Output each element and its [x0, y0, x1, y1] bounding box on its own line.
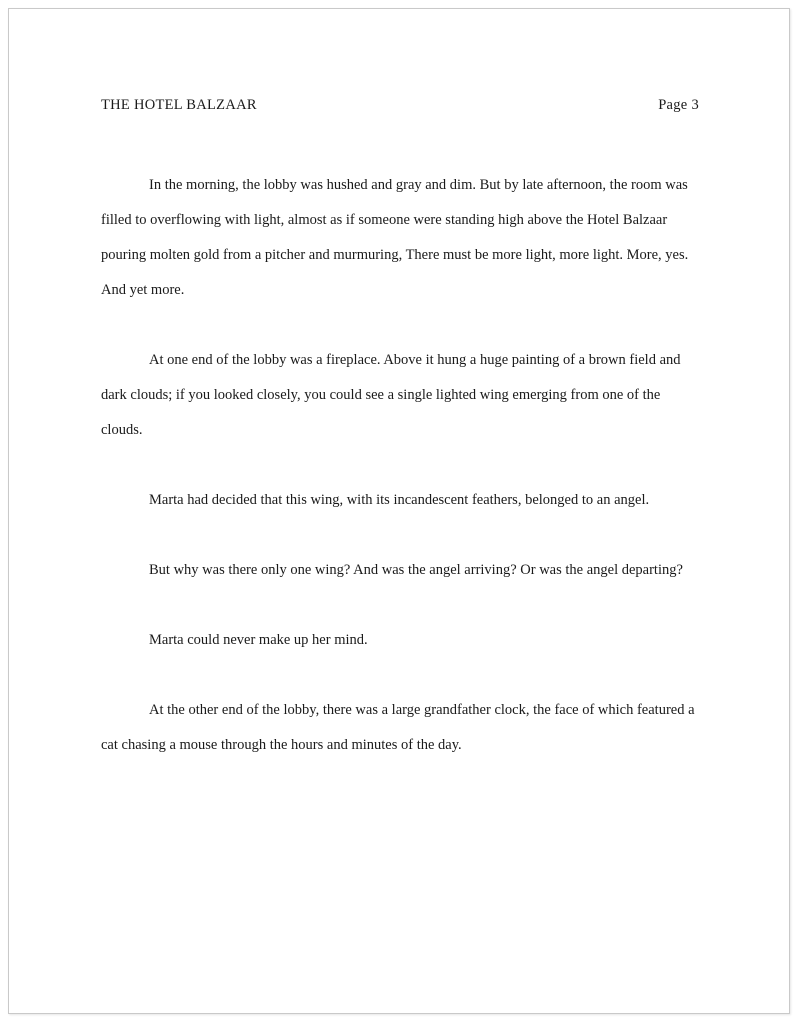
paragraph: But why was there only one wing? And was the angel arriving? Or was the angel departing? — [149, 562, 683, 578]
page-sheet — [8, 8, 790, 1014]
paragraph: Marta could never make up her mind. — [149, 632, 368, 648]
paragraph: At one end of the lobby was a fireplace. Above it hung a huge painting of a brown field and dark clouds; if you looked closely, you could see a single lighted wing emerging from one of the clouds. — [101, 352, 681, 438]
running-head — [101, 97, 699, 114]
manuscript-text — [101, 168, 699, 763]
paragraph: At the other end of the lobby, there was a large grandfather clock, the face of which featured a cat chasing a mouse through the hours and minutes of the day. — [101, 702, 695, 753]
paragraph: In the morning, the lobby was hushed and gray and dim. But by late afternoon, the room was filled to overflowing with light, almost as if someone were standing high above the Hotel Balzaar pouring molten gold from a pitcher and murmuring, There must be more light, more light. More, yes. And yet more. — [101, 177, 689, 298]
document-title: THE HOTEL BALZAAR — [101, 97, 257, 113]
paragraph: Marta had decided that this wing, with its incandescent feathers, belonged to an angel. — [149, 492, 650, 508]
page-number: Page 3 — [658, 97, 699, 113]
page-content-area — [101, 97, 699, 763]
